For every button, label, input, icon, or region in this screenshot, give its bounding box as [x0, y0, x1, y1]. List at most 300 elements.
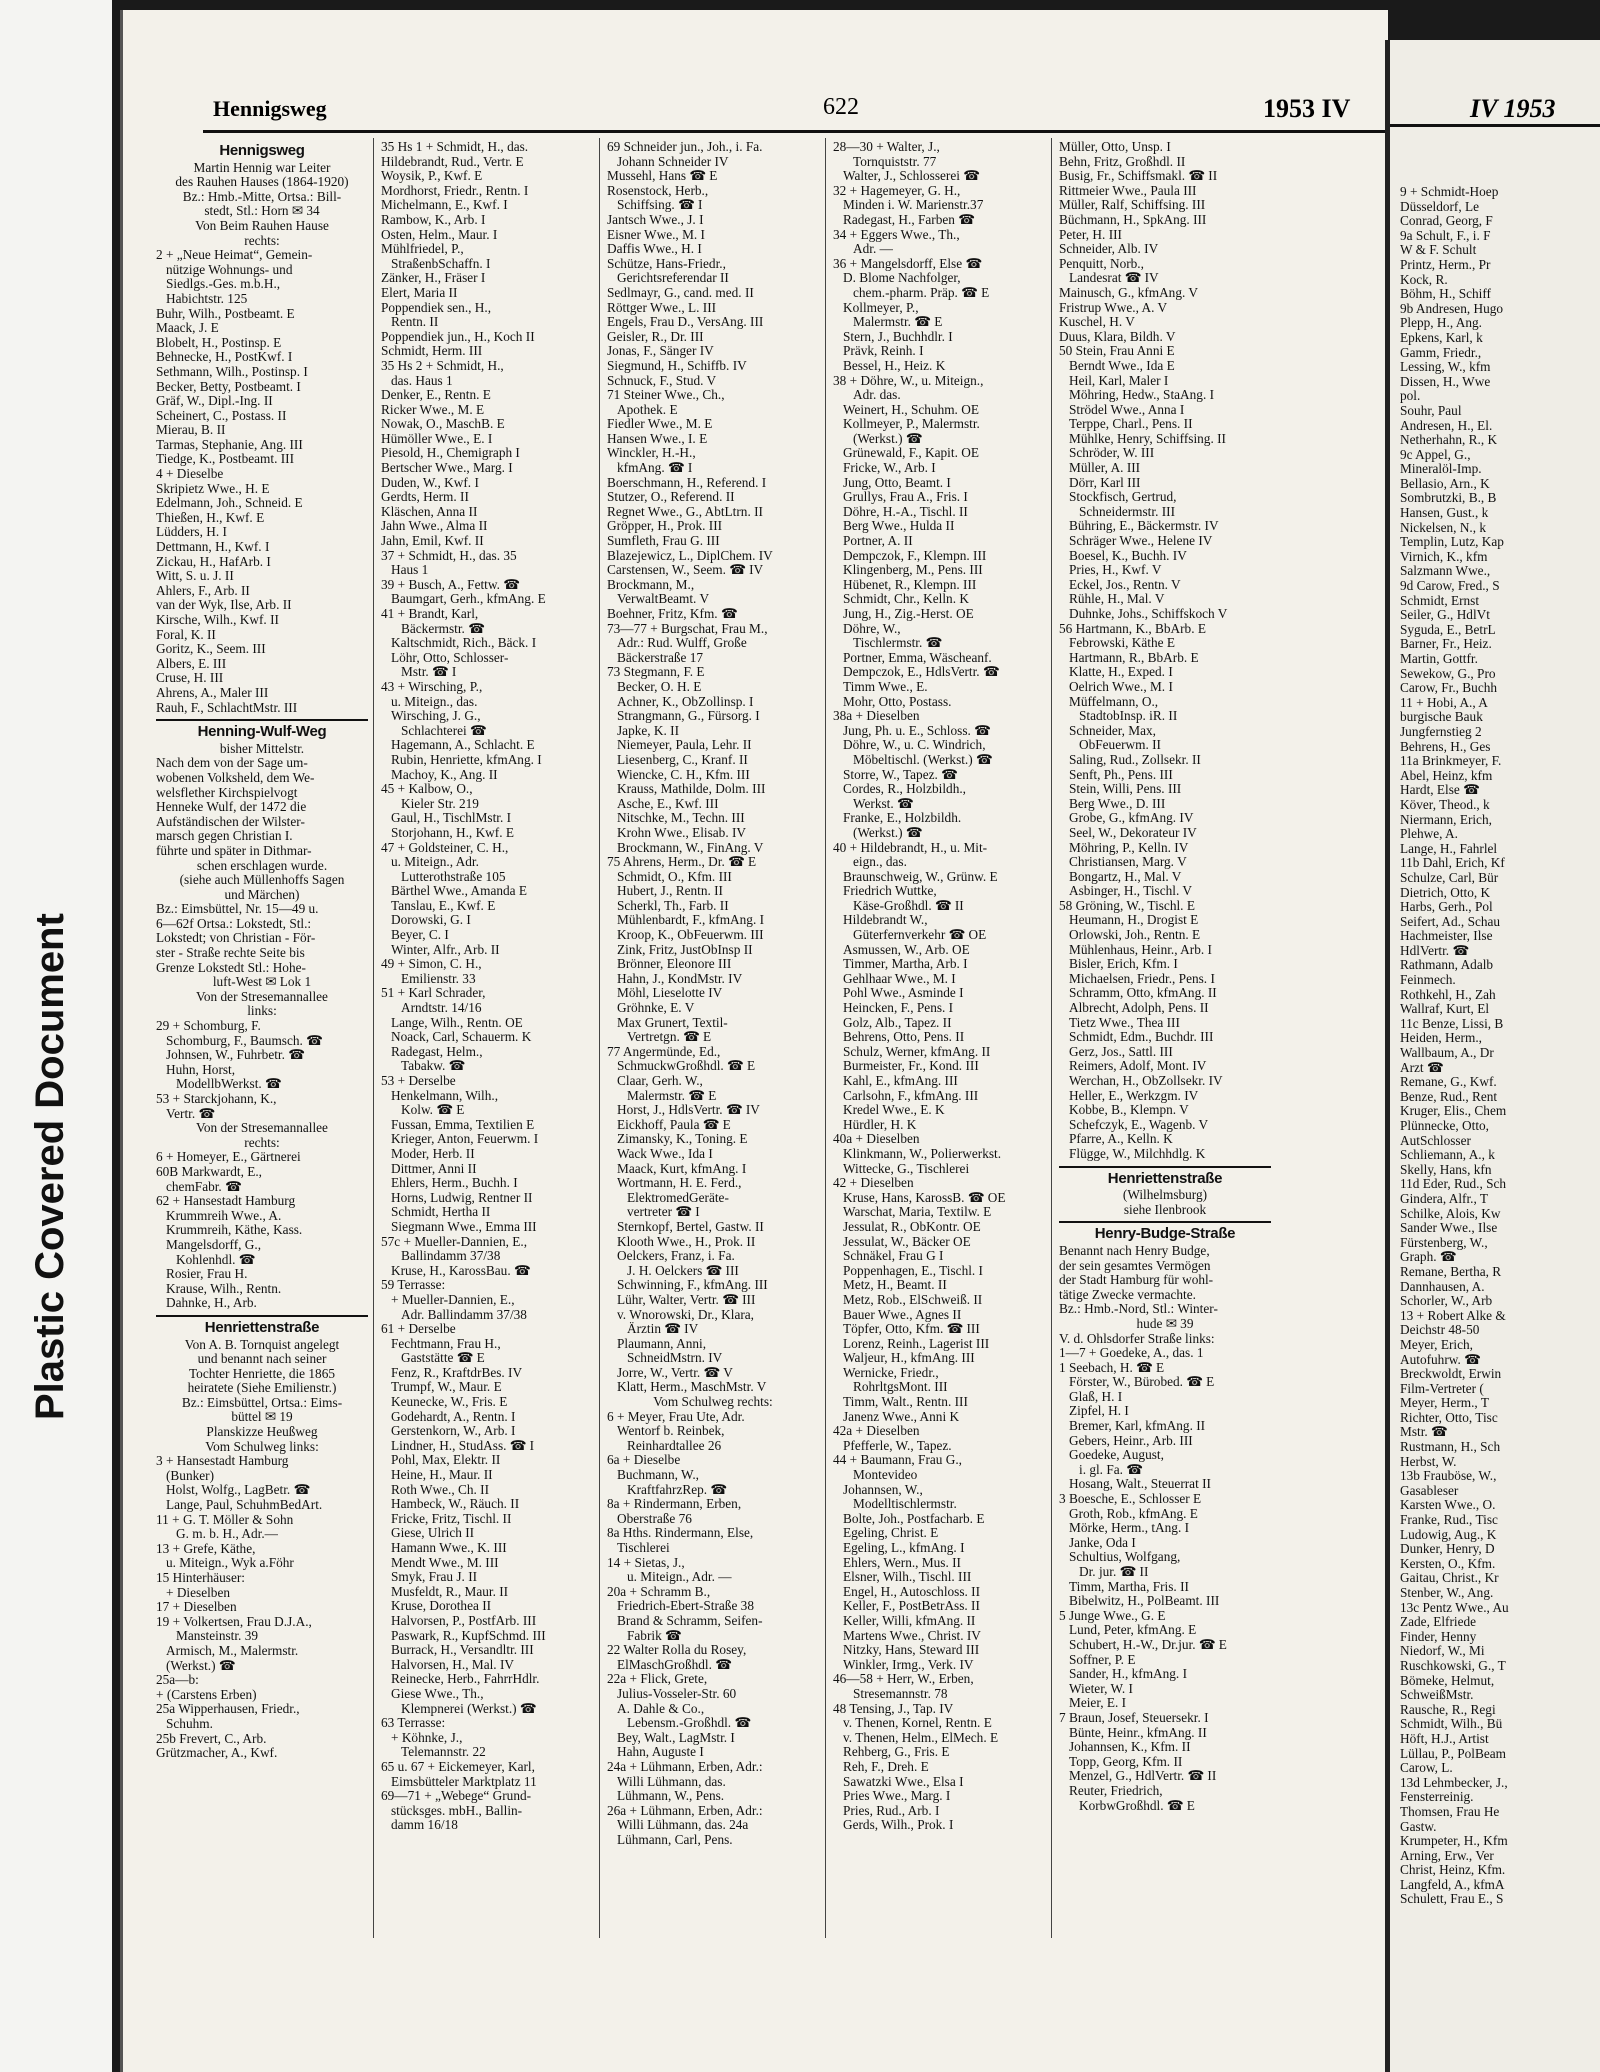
directory-entry: SchmuckwGroßhdl. ☎ E	[617, 1059, 756, 1074]
adjacent-entry: Schmidt, Wilh., Bü	[1400, 1716, 1503, 1732]
directory-entry: Kolw. ☎ E	[401, 1103, 465, 1118]
directory-entry: vertreter ☎ I	[627, 1205, 700, 1220]
directory-entry: Behrens, Otto, Pens. II	[843, 1030, 965, 1045]
directory-entry: v. Thenen, Kornel, Rentn. E	[843, 1716, 992, 1731]
directory-entry: 69 Schneider jun., Joh., i. Fa.	[607, 140, 763, 154]
directory-entry: Haus 1	[391, 563, 429, 578]
adjacent-entry: Finder, Henny	[1400, 1628, 1477, 1644]
adjacent-entry: burgische Bauk	[1400, 709, 1483, 725]
directory-entry: Siegmund, H., Schiffb. IV	[607, 358, 747, 373]
directory-entry: nützige Wohnungs- und	[166, 262, 293, 277]
directory-entry: Halvorsen, P., PostfArb. III	[391, 1613, 537, 1628]
directory-entry: Stockfisch, Gertrud,	[1069, 490, 1177, 505]
directory-entry: Von der Stresemannallee	[196, 989, 328, 1004]
directory-entry: Engel, H., Autoschloss. II	[843, 1584, 981, 1599]
directory-entry: 6—62f Ortsa.: Lokstedt, Stl.:	[156, 916, 312, 931]
directory-entry: 25a—b:	[156, 1673, 199, 1688]
directory-entry: Oelckers, Franz, i. Fa.	[617, 1249, 735, 1264]
directory-entry: Skripietz Wwe., H. E	[156, 481, 270, 496]
directory-entry: Weinert, H., Schuhm. OE	[843, 402, 979, 417]
directory-entry: Mansteinstr. 39	[176, 1629, 258, 1644]
directory-entry: Topp, Georg, Kfm. II	[1069, 1754, 1183, 1769]
directory-entry: 25b Frevert, C., Arb.	[156, 1731, 267, 1746]
directory-entry: Kruse, Dorothea II	[391, 1599, 492, 1614]
directory-entry: links:	[247, 1004, 277, 1019]
directory-entry: Wieter, W. I	[1069, 1681, 1133, 1696]
directory-entry: Jahn, Emil, Kwf. II	[381, 534, 484, 549]
section-rule	[156, 719, 368, 721]
directory-entry: Gaststätte ☎ E	[401, 1351, 485, 1366]
directory-entry: Schuhm.	[166, 1716, 213, 1731]
adjacent-entry: Höft, H.J., Artist	[1400, 1730, 1489, 1746]
directory-entry: Terppe, Charl., Pens. II	[1069, 417, 1193, 432]
directory-entry: Bolte, Joh., Postfacharb. E	[843, 1511, 985, 1526]
directory-entry: 32 + Hagemeyer, G. H.,	[833, 183, 961, 198]
adjacent-entry: Skelly, Hans, kfn	[1400, 1161, 1492, 1177]
directory-entry: und Märchen)	[224, 887, 300, 902]
directory-entry: 50 Stein, Frau Anni E	[1059, 344, 1175, 359]
directory-entry: Janenz Wwe., Anni K	[843, 1409, 960, 1424]
directory-entry: Lorenz, Reinh., Lagerist III	[843, 1336, 990, 1351]
directory-entry: u. Miteign., Adr. —	[627, 1570, 732, 1585]
directory-entry: Martin Hennig war Leiter	[193, 160, 331, 175]
directory-entry: Von Beim Rauhen Hause	[195, 218, 329, 233]
directory-entry: Siegmann Wwe., Emma III	[391, 1219, 537, 1234]
directory-entry: (Werkst.) ☎	[853, 825, 923, 840]
directory-entry: 11 + G. T. Möller & Sohn	[156, 1512, 294, 1527]
directory-entry: Schräger Wwe., Helene IV	[1069, 534, 1213, 549]
section-heading: Henriettenstraße	[204, 1318, 320, 1336]
directory-entry: chem.-pharm. Präp. ☎ E	[853, 285, 990, 300]
directory-entry: 47 + Goldsteiner, C. H.,	[381, 840, 509, 855]
adjacent-entry: 11b Dahl, Erich, Kf	[1400, 855, 1505, 871]
adjacent-entry: Jungfernstieg 2	[1400, 723, 1482, 739]
directory-entry: Goritz, K., Seem. III	[156, 642, 266, 657]
directory-entry: Max Grunert, Textil-	[617, 1015, 728, 1030]
directory-entry: Wortmann, H. E. Ferd.,	[617, 1176, 742, 1191]
adjacent-entry: Netherhahn, R., K	[1400, 432, 1498, 448]
directory-entry: Scherkl, Th., Farb. II	[617, 898, 729, 913]
adjacent-entry: Rothkehl, H., Zah	[1400, 986, 1496, 1002]
directory-entry: Zickau, H., HafArb. I	[156, 554, 271, 569]
directory-entry: Pries, H., Kwf. V	[1069, 563, 1162, 578]
directory-entry: 3 Boesche, E., Schlosser E	[1059, 1492, 1202, 1507]
directory-entry: Regnet Wwe., G., AbtLtrn. II	[607, 504, 763, 519]
directory-entry: Elsner, Wilh., Tischl. III	[843, 1570, 972, 1585]
directory-entry: Portner, Emma, Wäscheanf.	[843, 650, 992, 665]
directory-entry: Rosier, Frau H.	[166, 1267, 248, 1282]
directory-entry: Janke, Oda I	[1069, 1535, 1136, 1550]
adjacent-entry: Düsseldorf, Le	[1400, 198, 1480, 214]
directory-entry: Vertretgn. ☎ E	[627, 1030, 712, 1045]
directory-entry: 19 + Volkertsen, Frau D.J.A.,	[156, 1614, 312, 1629]
directory-entry: Berg Wwe., Hulda II	[843, 519, 955, 534]
adjacent-entry: Bömeke, Helmut,	[1400, 1672, 1495, 1688]
directory-entry: Mussehl, Hans ☎ E	[607, 169, 718, 184]
directory-entry: Ehlers, Wern., Mus. II	[843, 1555, 961, 1570]
adjacent-entry: Mineralöl-Imp.	[1400, 461, 1482, 477]
directory-entry: Foral, K. II	[156, 627, 216, 642]
directory-entry: Johannsen, W.,	[843, 1482, 923, 1497]
directory-entry: Lange, Paul, SchuhmBedArt.	[166, 1498, 323, 1513]
directory-entry: Gebers, Heinr., Arb. III	[1069, 1433, 1193, 1448]
directory-entry: Bertscher Wwe., Marg. I	[381, 461, 513, 476]
adjacent-entry: Dietrich, Otto, K	[1400, 884, 1491, 900]
directory-entry: Nitschke, M., Techn. III	[617, 811, 745, 826]
directory-entry: 48 Tensing, J., Tap. IV	[833, 1701, 954, 1716]
directory-entry: Eimsbütteler Marktplatz 11	[391, 1774, 537, 1789]
directory-entry: RohrltgsMont. III	[853, 1380, 948, 1395]
directory-entry: Blobelt, H., Postinsp. E	[156, 335, 282, 350]
directory-entry: Kollmeyer, P., Malermstr.	[843, 417, 980, 432]
directory-entry: (Werkst.) ☎	[166, 1658, 236, 1673]
directory-entry: Bäckerstraße 17	[617, 650, 704, 665]
directory-entry: Asche, E., Kwf. III	[617, 796, 719, 811]
directory-entry: Hubert, J., Rentn. II	[617, 884, 723, 899]
directory-entry: Reimers, Adolf, Mont. IV	[1069, 1059, 1207, 1074]
directory-entry: Lühmann, W., Pens.	[617, 1789, 725, 1804]
page-number: 622	[823, 94, 859, 120]
directory-entry: Zänker, H., Fräser I	[381, 271, 486, 286]
directory-entry: Schütze, Hans-Friedr.,	[607, 256, 726, 271]
directory-entry: Tiedge, K., Postbeamt. III	[156, 452, 295, 467]
directory-entry: Mühlfriedel, P.,	[381, 242, 464, 257]
directory-entry: Martens Wwe., Christ. IV	[843, 1628, 981, 1643]
directory-entry: Klingenberg, M., Pens. III	[843, 563, 983, 578]
directory-entry: stücksges. mbH., Ballin-	[391, 1803, 523, 1818]
adjacent-entry: Printz, Herm., Pr	[1400, 256, 1491, 272]
directory-entry: Kroop, K., ObFeuerwm. III	[617, 928, 764, 943]
directory-entry: Burmeister, Fr., Kond. III	[843, 1059, 979, 1074]
directory-entry: Hürdler, H. K	[843, 1117, 917, 1132]
header-year-part: 1953 IV	[1263, 94, 1351, 123]
directory-entry: schen erschlagen wurde.	[196, 858, 328, 873]
directory-entry: 22 Walter Rolla du Rosey,	[607, 1643, 747, 1658]
adjacent-entry: Böhm, H., Schiff	[1400, 286, 1491, 302]
directory-entry: Klinkmann, W., Polierwerkst.	[843, 1146, 1002, 1161]
directory-entry: Ahrens, A., Maler III	[156, 685, 269, 700]
directory-entry: Schefczyk, E., Wagenb. V	[1069, 1117, 1209, 1132]
directory-entry: büttel ✉ 19	[231, 1410, 293, 1425]
directory-entry: + Mueller-Dannien, E.,	[391, 1292, 515, 1307]
adjacent-entry: Gaitau, Christ., Kr	[1400, 1570, 1499, 1586]
directory-entry: Krohn Wwe., Elisab. IV	[617, 825, 747, 840]
directory-entry: Jung, Otto, Beamt. I	[843, 475, 951, 490]
directory-entry: Schiffsing. ☎ I	[617, 198, 703, 213]
directory-entry: 24a + Lühmann, Erben, Adr.:	[607, 1759, 763, 1774]
directory-entry: J. H. Oelckers ☎ III	[627, 1263, 739, 1278]
directory-entry: Timm, Martha, Fris. II	[1069, 1579, 1189, 1594]
directory-entry: Von A. B. Tornquist angelegt	[184, 1337, 340, 1352]
directory-entry: KorbwGroßhdl. ☎ E	[1079, 1798, 1195, 1813]
directory-entry: Gerds, Wilh., Prok. I	[843, 1818, 954, 1833]
directory-entry: StadtobInsp. iR. II	[1079, 709, 1178, 724]
directory-entry: + Dieselben	[166, 1585, 230, 1600]
directory-entry: Roth Wwe., Ch. II	[391, 1482, 489, 1497]
directory-entry: Reh, F., Dreh. E	[843, 1759, 929, 1774]
directory-entry: eign., das.	[853, 855, 907, 870]
directory-entry: Horns, Ludwig, Rentner II	[391, 1190, 533, 1205]
directory-entry: Hosang, Walt., Steuerrat II	[1069, 1477, 1211, 1492]
directory-entry: Musfeldt, R., Maur. II	[391, 1584, 509, 1599]
adjacent-entry: Köver, Theod., k	[1400, 796, 1490, 812]
adjacent-entry: Carow, Fr., Buchh	[1400, 680, 1498, 696]
directory-entry: Willi Lühmann, das.	[617, 1774, 726, 1789]
directory-entry: u. Miteign., das.	[391, 694, 478, 709]
directory-entry: Dörr, Karl III	[1069, 475, 1141, 490]
directory-entry: Julius-Vosseler-Str. 60	[617, 1686, 737, 1701]
directory-entry: Emilienstr. 33	[401, 971, 476, 986]
directory-entry: 13 + Grefe, Käthe,	[156, 1541, 256, 1556]
directory-entry: Timm Wwe., E.	[843, 679, 928, 694]
directory-entry: Apothek. E	[617, 402, 678, 417]
directory-entry: Stern, J., Buchhdlr. I	[843, 329, 953, 344]
adjacent-entry: Rathmann, Adalb	[1400, 957, 1494, 973]
directory-entry: Krummreih, Käthe, Kass.	[166, 1223, 303, 1238]
directory-entry: Denker, E., Rentn. E	[381, 388, 491, 403]
directory-entry: Pfarre, A., Kelln. K	[1069, 1132, 1173, 1147]
directory-entry: Sumfleth, Frau G. III	[607, 534, 720, 549]
directory-entry: Adr.: Rud. Wulff, Große	[617, 636, 747, 651]
directory-entry: Braunschweig, W., Grünw. E	[843, 869, 998, 884]
directory-entry: Krummreih Wwe., A.	[166, 1208, 282, 1223]
directory-entry: Tischlermstr. ☎	[853, 636, 943, 651]
directory-entry: wobenen Volksheld, dem We-	[156, 770, 315, 785]
directory-entry: Bäckermstr. ☎	[401, 621, 485, 636]
directory-entry: stedt, Stl.: Horn ✉ 34	[204, 204, 320, 219]
section-heading: Henry-Budge-Straße	[1094, 1225, 1236, 1243]
directory-entry: Bibelwitz, H., PolBeamt. III	[1069, 1594, 1220, 1609]
adjacent-entry: Langfeld, A., kfmA	[1400, 1876, 1505, 1892]
directory-entry: Dettmann, H., Kwf. I	[156, 540, 270, 555]
adjacent-entry: Hachmeister, Ilse	[1400, 928, 1493, 944]
directory-entry: Hahn, Auguste I	[617, 1745, 704, 1760]
directory-entry: Mühlenhaus, Heinr., Arb. I	[1069, 942, 1212, 957]
adjacent-entry: Plepp, H., Ang.	[1400, 315, 1483, 331]
directory-entry: Büchmann, H., SpkAng. III	[1059, 212, 1207, 227]
adjacent-entry: Karsten Wwe., O.	[1400, 1497, 1496, 1513]
directory-entry: Claar, Gerh. W.,	[617, 1074, 703, 1088]
adjacent-entry: Souhr, Paul	[1400, 402, 1462, 418]
adjacent-entry: Niermann, Erich,	[1400, 811, 1492, 827]
directory-entry: 2 + „Neue Heimat“, Gemein-	[156, 248, 313, 263]
adjacent-entry: 9a Schult, F., i. F	[1400, 227, 1491, 243]
adjacent-entry: Seifert, Ad., Schau	[1400, 913, 1501, 929]
directory-entry: Mordhorst, Friedr., Rentn. I	[381, 183, 529, 198]
directory-entry: Bongartz, H., Mal. V	[1069, 869, 1182, 884]
directory-entry: Gräf, W., Dipl.-Ing. II	[156, 394, 273, 409]
directory-entry: Berndt Wwe., Ida E	[1069, 358, 1175, 373]
directory-entry: Reinhardtallee 26	[627, 1438, 722, 1453]
book-spine-strip	[0, 0, 112, 2072]
directory-entry: Hartmann, R., BbArb. E	[1069, 650, 1199, 665]
directory-entry: Tischlerei	[617, 1541, 670, 1555]
directory-entry: Elert, Maria II	[381, 285, 458, 300]
directory-entry: Jahn Wwe., Alma II	[381, 519, 488, 534]
adjacent-entry: Schorler, W., Arb	[1400, 1293, 1493, 1309]
directory-entry: 38a + Dieselben	[833, 709, 920, 724]
directory-entry: Osten, Helm., Maur. I	[381, 227, 498, 242]
directory-entry: Wirsching, J. G.,	[391, 709, 481, 724]
directory-entry: 40a + Dieselben	[833, 1132, 920, 1147]
directory-entry: Timmer, Martha, Arb. I	[843, 957, 968, 972]
directory-entry: Gerichtsreferendar II	[617, 271, 729, 286]
adjacent-entry: Sander Wwe., Ilse	[1400, 1220, 1498, 1236]
directory-entry: 73—77 + Burgschat, Frau M.,	[607, 621, 768, 636]
directory-entry: 40 + Hildebrandt, H., u. Mit-	[833, 840, 988, 855]
directory-entry: Möhring, P., Kelln. IV	[1069, 840, 1189, 855]
directory-entry: Sedlmayr, G., cand. med. II	[607, 285, 754, 300]
directory-entry: Pohl, Max, Elektr. II	[391, 1453, 501, 1468]
adjacent-entry: Gasableser	[1400, 1482, 1459, 1498]
directory-entry: Siedlgs.-Ges. m.b.H.,	[166, 277, 281, 292]
directory-entry: Tabakw. ☎	[401, 1059, 466, 1074]
adjacent-entry: Remane, Bertha, R	[1400, 1263, 1502, 1279]
directory-entry: Horst, J., HdlsVertr. ☎ IV	[617, 1103, 760, 1118]
adjacent-page-header	[1390, 94, 1600, 127]
directory-entry: Gröhnke, E. V	[617, 1001, 695, 1016]
directory-entry: Liesenberg, C., Kranf. II	[617, 752, 748, 767]
directory-entry: Maack, J. E	[156, 321, 219, 336]
adjacent-entry: Virnich, K., kfm	[1400, 548, 1488, 564]
directory-entry: i. gl. Fa. ☎	[1079, 1462, 1143, 1477]
directory-entry: Bühring, E., Bäckermstr. IV	[1069, 519, 1219, 534]
directory-entry: Golz, Alb., Tapez. II	[843, 1015, 952, 1030]
directory-entry: Klooth Wwe., H., Prok. II	[617, 1234, 756, 1249]
directory-entry: Achner, K., ObZollinsp. I	[617, 694, 754, 709]
directory-entry: tätige Zwecke vermachte.	[1059, 1287, 1196, 1302]
directory-entry: Eckel, Jos., Rentn. V	[1069, 577, 1181, 592]
directory-entry: Albers, E. III	[156, 656, 227, 671]
directory-entry: Winter, Alfr., Arb. II	[391, 942, 500, 957]
directory-entry: 26a + Lühmann, Erben, Adr.:	[607, 1803, 763, 1818]
directory-entry: Mainusch, G., kfmAng. V	[1059, 285, 1198, 300]
directory-entry: 62 + Hansestadt Hamburg	[156, 1194, 296, 1209]
directory-entry: 63 Terrasse:	[381, 1716, 446, 1731]
directory-entry: Keunecke, W., Fris. E	[391, 1395, 508, 1410]
directory-entry: des Rauhen Hauses (1864-1920)	[175, 175, 349, 190]
directory-entry: Ballindamm 37/38	[401, 1249, 501, 1264]
directory-entry: der Stadt Hamburg für wohl-	[1059, 1273, 1214, 1288]
directory-entry: D. Blome Nachfolger,	[843, 271, 961, 286]
directory-entry: 69—71 + „Webege“ Grund-	[381, 1789, 532, 1804]
directory-entry: Nowak, O., MaschB. E	[381, 417, 505, 432]
directory-entry: Kaltschmidt, Rich., Bäck. I	[391, 636, 537, 651]
directory-entry: Godehardt, A., Rentn. I	[391, 1409, 516, 1424]
directory-entry: hude ✉ 39	[1136, 1316, 1194, 1331]
directory-entry: Hübenet, R., Klempn. III	[843, 577, 977, 592]
directory-entry: Metz, Rob., ElSchweiß. II	[843, 1292, 983, 1307]
directory-entry: 77 Angermünde, Ed.,	[607, 1044, 721, 1059]
directory-entry: SchneidMstrn. IV	[627, 1351, 723, 1366]
directory-entry: Poppenhagen, E., Tischl. I	[843, 1263, 983, 1278]
directory-entry: Bz.: Eimsbüttel, Nr. 15—49 u.	[156, 902, 319, 917]
directory-entry: Woysik, P., Kwf. E	[381, 169, 483, 184]
directory-entry: 22a + Flick, Grete,	[607, 1672, 708, 1687]
adjacent-entry: Wallraf, Kurt, El	[1400, 1001, 1490, 1017]
directory-entry: Adr. das.	[853, 388, 901, 403]
adjacent-entry: 9b Andresen, Hugo	[1400, 300, 1504, 316]
directory-entry: 35 Hs 2 + Schmidt, H.,	[381, 358, 504, 373]
directory-entry: Lebensm.-Großhdl. ☎	[627, 1716, 752, 1731]
directory-entry: Saling, Rud., Zollsekr. II	[1069, 752, 1201, 767]
adjacent-entry: Arzt ☎	[1400, 1059, 1444, 1075]
directory-entry: Buchmann, W.,	[617, 1468, 699, 1483]
directory-entry: Lühr, Walter, Vertr. ☎ III	[617, 1292, 756, 1307]
directory-entry: Möhring, Hedw., StaAng. I	[1069, 388, 1215, 403]
directory-entry: + Köhnke, J.,	[391, 1730, 463, 1745]
directory-entry: Grünewald, F., Kapit. OE	[843, 446, 979, 461]
directory-entry: Dittmer, Anni II	[391, 1161, 477, 1176]
directory-entry: Radegast, Helm.,	[391, 1044, 483, 1059]
directory-entry: Tochter Henriette, die 1865	[188, 1366, 336, 1381]
directory-entry: Poppendiek sen., H.,	[381, 300, 492, 315]
directory-entry: Gehlhaar Wwe., M. I	[843, 971, 956, 986]
directory-entry: Landesrat ☎ IV	[1069, 271, 1159, 286]
directory-entry: ElMaschGroßhdl. ☎	[617, 1657, 732, 1672]
directory-entry: 44 + Baumann, Frau G.,	[833, 1453, 963, 1468]
directory-entry: Menzel, G., HdlVertr. ☎ II	[1069, 1769, 1217, 1784]
directory-entry: Heumann, H., Drogist E	[1069, 913, 1199, 928]
directory-entry: 8a Hths. Rindermann, Else,	[607, 1526, 754, 1541]
directory-entry: Becker, O. H. E	[617, 679, 702, 694]
adjacent-entry: Fürstenberg, W.,	[1400, 1234, 1488, 1250]
directory-entry: rechts:	[244, 233, 280, 248]
directory-entry: Jorre, W., Vertr. ☎ V	[617, 1365, 733, 1380]
directory-entry: Lühmann, Carl, Pens.	[617, 1832, 733, 1847]
directory-entry: Rambow, K., Arb. I	[381, 212, 486, 227]
directory-entry: Seel, W., Dekorateur IV	[1069, 825, 1197, 840]
adjacent-page	[1385, 40, 1600, 2072]
directory-entry: Hamann Wwe., K. III	[391, 1541, 507, 1555]
directory-entry: (Wilhelmsburg)	[1122, 1188, 1208, 1203]
directory-entry: Egeling, Christ. E	[843, 1526, 939, 1541]
adjacent-entry: Remane, G., Kwf.	[1400, 1074, 1497, 1090]
directory-entry: Müller, A. III	[1069, 461, 1141, 476]
adjacent-entry: Plehwe, A.	[1400, 826, 1458, 842]
directory-entry: Schlachterei ☎	[401, 723, 487, 738]
directory-entry: Strödel Wwe., Anna I	[1069, 402, 1185, 417]
directory-entry: Adr. Ballindamm 37/38	[401, 1307, 527, 1322]
directory-entry: ster - Straße rechte Seite bis	[156, 946, 305, 961]
adjacent-entry: Zade, Elfriede	[1400, 1614, 1477, 1630]
directory-entry: Michaelsen, Friedr., Pens. I	[1069, 971, 1215, 986]
directory-entry: 71 Steiner Wwe., Ch.,	[607, 388, 725, 403]
directory-entry: Hagemann, A., Schlacht. E	[391, 738, 535, 753]
directory-entry: Mstr. ☎ I	[401, 665, 457, 680]
directory-entry: Giese, Ulrich II	[391, 1526, 475, 1541]
directory-entry: Schneidermstr. III	[1079, 504, 1176, 519]
directory-entry: Baumgart, Gerh., kfmAng. E	[391, 592, 546, 607]
directory-entry: 1 Seebach, H. ☎ E	[1059, 1360, 1165, 1375]
directory-entry: Warschat, Maria, Textilw. E	[843, 1205, 992, 1220]
section-rule	[1059, 1166, 1271, 1168]
adjacent-entry: Autofuhrw. ☎	[1400, 1351, 1481, 1367]
directory-entry: Machoy, K., Ang. II	[391, 767, 498, 782]
adjacent-entry: W & F. Schult	[1400, 242, 1477, 258]
directory-entry: Kruse, H., KarossBau. ☎	[391, 1263, 531, 1278]
adjacent-entry: 11 + Hobi, A., A	[1400, 694, 1488, 710]
directory-entry: Keller, Willi, kfmAng. II	[843, 1613, 976, 1628]
directory-entry: KraftfahrzRep. ☎	[627, 1482, 727, 1497]
directory-entry: welsflether Kirchspielvogt	[156, 785, 298, 800]
directory-entry: Carlsohn, F., kfmAng. III	[843, 1088, 979, 1103]
directory-entry: Käse-Großhdl. ☎ II	[853, 898, 964, 913]
directory-entry: Jonas, F., Sänger IV	[607, 344, 714, 359]
directory-entry: 28—30 + Walter, J.,	[833, 140, 940, 154]
directory-entry: Beyer, C. I	[391, 928, 449, 943]
column-divider	[599, 138, 600, 1938]
